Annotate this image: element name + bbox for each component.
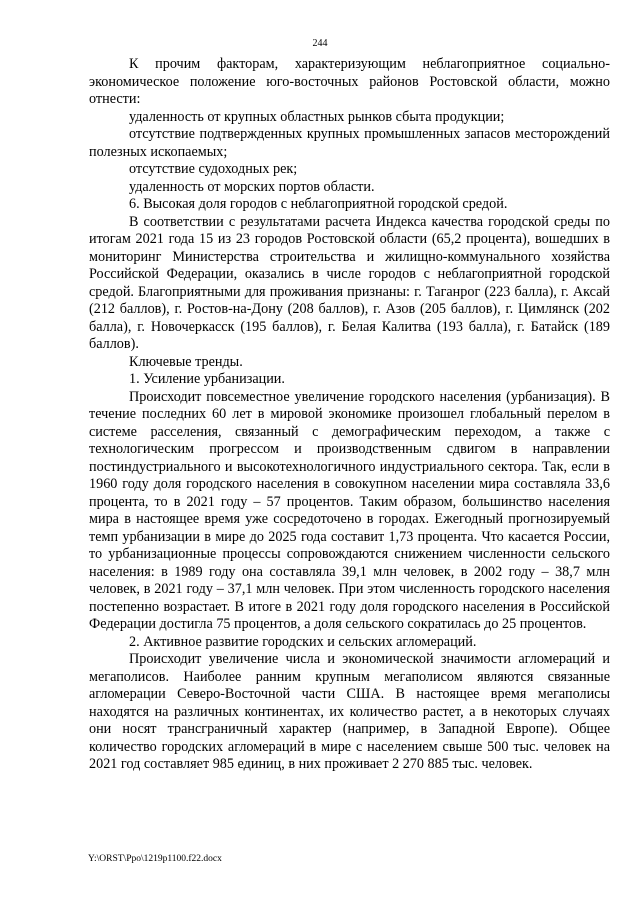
- list-item-mineral-reserves: отсутствие подтвержденных крупных промышленных запасов месторождений полезных ископаемых;: [89, 126, 610, 160]
- paragraph-factors-intro: К прочим факторам, характеризующим неблагоприятное социально-экономическое положение юго-восточных районов Ростовской области, можно отнести:: [89, 56, 610, 107]
- paragraph-urban-quality-index: В соответствии с результатами расчета Индекса качества городской среды по итогам 2021 года 15 из 23 городов Ростовской области (65,2 процента), вошедших в мониторинг Министерства строительства и жилищно-коммунального хозяйства Российской Федерации, оказались в числе городов с неблагоприятной городской средой. Благоприятными для проживания признаны: г. Таганрог (223 балла), г. Аксай (212 баллов), г. Ростов-на-Дону (208 баллов), г. Азов (205 баллов), г. Цимлянск (202 балла), г. Новочеркасск (195 баллов), г. Белая Калитва (193 балла), г. Батайск (189 баллов).: [89, 213, 610, 352]
- document-body: [89, 56, 610, 774]
- footer-file-path: Y:\ORST\Ppo\1219p1100.f22.docx: [88, 854, 222, 864]
- section-heading-urban-environment: 6. Высокая доля городов с неблагоприятной городской средой.: [129, 196, 508, 212]
- list-item-market-distance: удаленность от крупных областных рынков сбыта продукции;: [129, 108, 505, 125]
- paragraph-agglomerations: Происходит увеличение числа и экономической значимости агломераций и мегаполисов. Наиболее ранним крупным мегаполисом являются связанные агломерации Северо-Восточной части США. В настоящее время мегаполисы находятся на различных континентах, их количество растет, а в некоторых случаях они носят трансграничный характер (например, в Западной Европе). Общее количество городских агломераций в мире с населением свыше 500 тыс. человек на 2021 год составляет 985 единиц, в них проживает 2 270 885 тыс. человек.: [89, 651, 610, 772]
- heading-urbanization: 1. Усиление урбанизации.: [129, 371, 285, 387]
- page-number: 244: [312, 38, 328, 49]
- heading-agglomerations: 2. Активное развитие городских и сельских агломераций.: [129, 633, 477, 650]
- list-item-sea-ports: удаленность от морских портов области.: [129, 178, 375, 195]
- heading-key-trends: Ключевые тренды.: [129, 353, 243, 370]
- paragraph-urbanization: Происходит повсеместное увеличение городского населения (урбанизация). В течение последних 60 лет в мировой экономике произошел глобальный перелом в системе расселения, связанный с демографическим переходом, а также с технологическим прогрессом и производственным сдвигом в направлении постиндустриального и высокотехнологичного индустриального сектора. Так, если в 1960 году доля городского населения в совокупном населении мира составляла 33,6 процента, то в 2021 году – 57 процентов. Таким образом, большинство населения мира в настоящее время уже сосредоточено в городах. Ежегодный прогнозируемый темп урбанизации в мире до 2025 года составит 1,73 процента. Что касается России, то урбанизационные процессы сопровождаются снижением численности сельского населения: в 1989 году она составляла 39,1 млн человек, в 2002 году – 38,7 млн человек, в 2021 году – 37,1 млн человек. При этом численность городского населения постепенно возрастает. В итоге в 2021 году доля городского населения в Российской Федерации достигла 75 процентов, а доля сельского сократилась до 25 процентов.: [89, 388, 610, 632]
- list-item-navigable-rivers: отсутствие судоходных рек;: [129, 161, 298, 177]
